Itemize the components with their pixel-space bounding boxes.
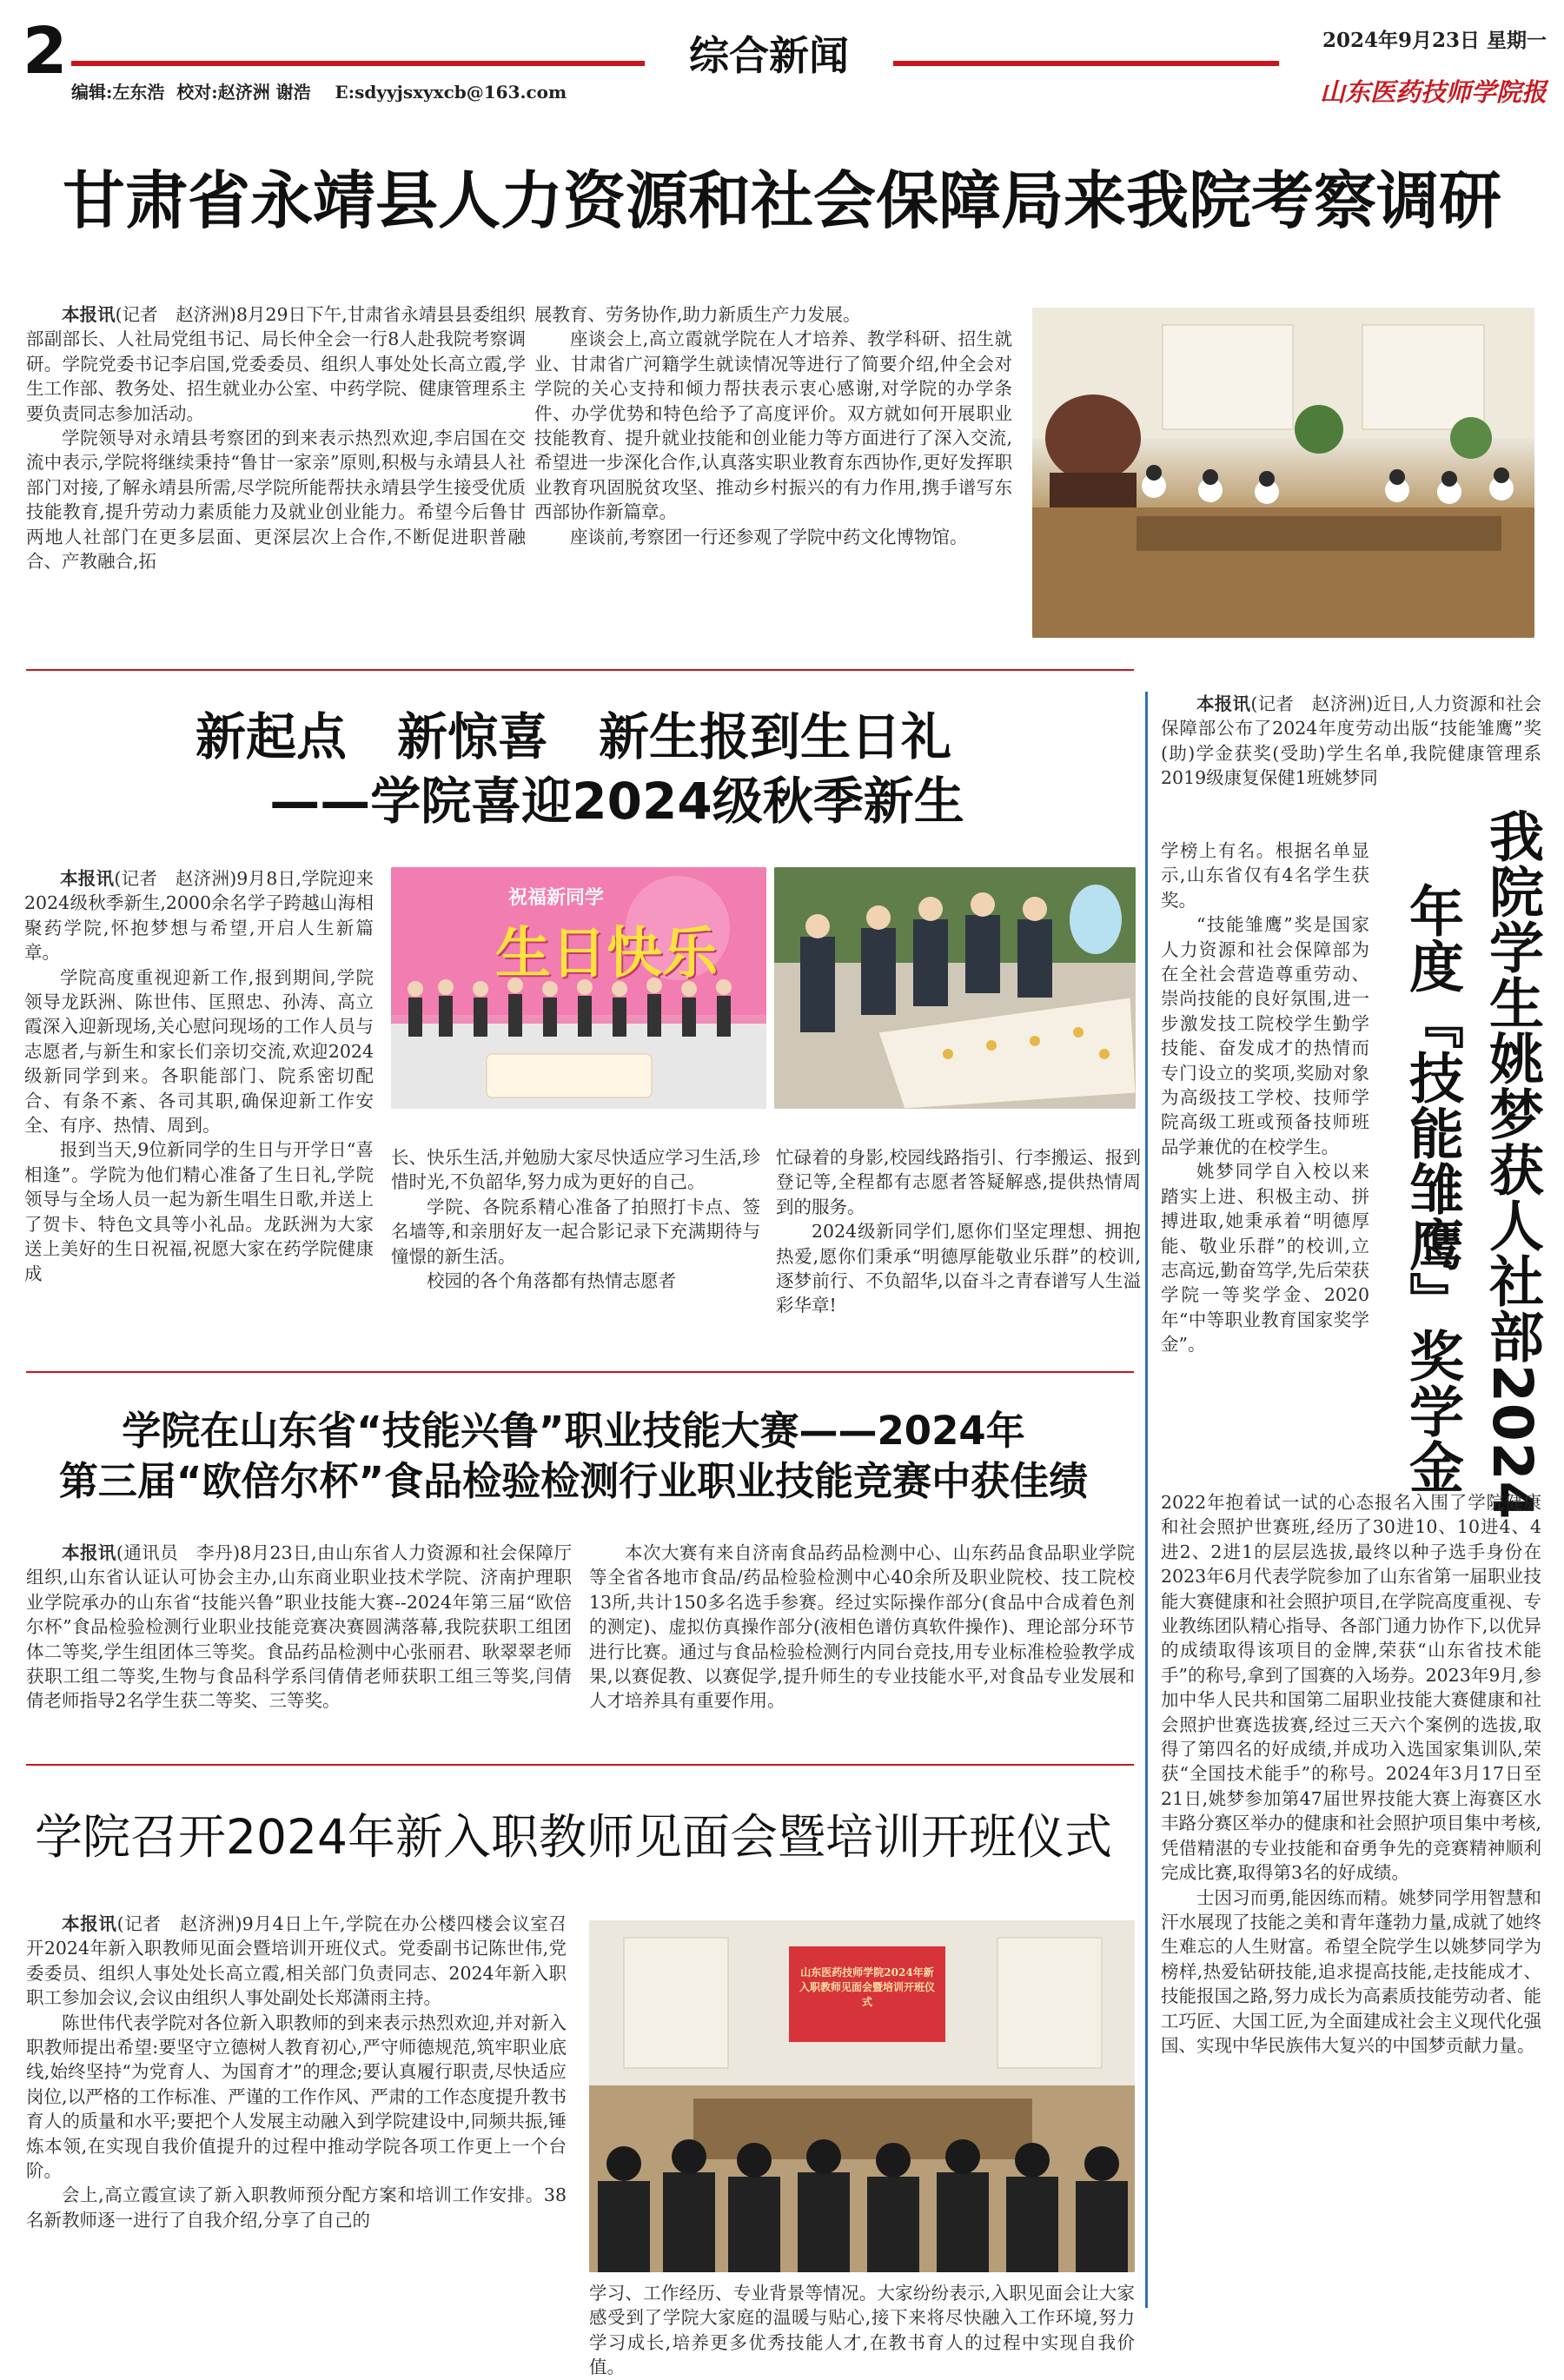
article2-p6: 校园的各个角落都有热情志愿者 xyxy=(427,1270,676,1292)
editor-line: 编辑:左东浩 校对:赵济洲 谢浩 E:sdyyjsxyxcb@163.com xyxy=(71,82,567,103)
article3-col2 xyxy=(589,1541,1135,1714)
article5-p5: 士因习而勇,能因练而精。姚梦同学用智慧和汗水展现了技能之美和青年蓬勃力量,成就了她终生难忘的人生财富。希望全院学生以姚梦同学为榜样,热爱钻研技能,追求提高技能,走技能成才、技能报国之路,努力成长为高素质技能劳动者、能工巧匠、大国工匠,为全面建成社会主义现代化强国、实现中华民族伟大复兴的中国梦贡献力量。 xyxy=(1161,1886,1541,2056)
article5-headline xyxy=(1376,808,1550,1521)
article2-headline: 新起点 新惊喜 新生报到生日礼 xyxy=(195,707,951,766)
article4-col2 xyxy=(589,2281,1135,2380)
article1-p3: 展教育、劳务协作,助力新质生产力发展。 xyxy=(534,304,861,325)
article2-col2 xyxy=(391,1145,760,1293)
issue-date: 2024年9月23日 星期一 xyxy=(1322,29,1547,52)
article2-col1 xyxy=(24,866,374,1286)
article5-side xyxy=(1161,839,1369,1357)
teachers-meeting-photo xyxy=(589,1920,1135,2272)
right-column-rule xyxy=(1145,692,1148,2308)
article4-p2: 陈世伟代表学院对各位新入职教师的到来表示热烈欢迎,并对新入职教师提出希望:要坚守立德树人教育初心,严守师德规范,筑牢职业底线,始终坚持“为党育人、为国育才”的理念;要认真履行职责,尽快适应岗位,以严格的工作标准、严谨的工作作风、严肃的工作态度提升教书育人的质量和水平;要把个人发展主动融入到学院建设中,同频共振,锤炼本领,在实现自我价值提升的过程中推动学院各项工作更上一个台阶。 xyxy=(26,2012,567,2182)
dateline-label: 本报讯 xyxy=(1196,693,1251,714)
article4-headline: 学院召开2024年新入职教师见面会暨培训开班仪式 xyxy=(35,1809,1112,1865)
birthday-stage-photo xyxy=(391,867,766,1109)
article5-top xyxy=(1161,692,1541,791)
meeting-screen-text: 山东医药技师学院2024年新入职教师见面会暨培训开班仪式 xyxy=(799,1966,935,2008)
section-title: 综合新闻 xyxy=(689,32,849,79)
article5-bottom xyxy=(1161,1490,1541,2058)
dateline-label: 本报讯 xyxy=(62,304,116,325)
article5-p3: 姚梦同学自入校以来踏实上进、积极主动、拼搏进取,她秉承着“明德厚能、敬业乐群”的校训,立志高远,勤奋笃学,先后荣获学院一等奖学金、2020年“中等职业教育国家奖学金”。 xyxy=(1161,1161,1369,1356)
page-number: 2 xyxy=(23,14,68,89)
article4-p3: 会上,高立霞宣读了新入职教师预分配方案和培训工作安排。38名新教师逐一进行了自我介绍,分享了自己的 xyxy=(26,2184,567,2231)
article2-p3: 报到当天,9位新同学的生日与开学日“喜相逢”。学院为他们精心准备了生日礼,学院领导与全场人员一起为新生唱生日歌,并送上了贺卡、特色文具等小礼品。龙跃洲为大家送上美好的生日祝福,祝愿大家在药学院健康成 xyxy=(24,1139,374,1284)
article2-p4: 长、快乐生活,并勉励大家尽快适应学习生活,珍惜时光,不负韶华,努力成为更好的自己。 xyxy=(391,1147,760,1193)
article5-lead: 本报讯(记者 赵济洲)近日,人力资源和社会保障部公布了2024年度劳动出版“技能雏鹰”奖(助)学金获奖(受助)学生名单,我院健康管理系2019级康复保健1班姚梦同 xyxy=(1161,693,1542,789)
article2-p1: 本报讯(记者 赵济洲)9月8日,学院迎来2024级秋季新生,2000余名学子跨越山海相聚药学院,怀抱梦想与希望,开启人生新篇章。 xyxy=(24,868,374,964)
divider-2 xyxy=(26,1371,1134,1373)
dateline-label: 本报讯 xyxy=(62,1542,116,1563)
masthead-rule-right xyxy=(893,61,1279,66)
article2-p8: 2024级新同学们,愿你们坚定理想、拥抱热爱,愿你们秉承“明德厚能敬业乐群”的校训,逐梦前行、不负韶华,以奋斗之青春谱写人生溢彩华章! xyxy=(776,1221,1141,1316)
cake-cutting-illustration xyxy=(774,867,1136,1109)
article2-p7: 忙碌着的身影,校园线路指引、行李搬运、报到登记等,全程都有志愿者答疑解惑,提供热情周到的服务。 xyxy=(776,1147,1141,1217)
article1-col1 xyxy=(26,302,526,573)
paper-name: 山东医药技师学院报 xyxy=(1319,77,1547,107)
article1-p5: 座谈前,考察团一行还参观了学院中药文化博物馆。 xyxy=(570,526,968,547)
dateline-label: 本报讯 xyxy=(60,868,115,889)
article1-p4: 座谈会上,高立霞就学院在人才培养、教学科研、招生就业、甘肃省广河籍学生就读情况等进行了简要介绍,仲全会对学院的关心支持和倾力帮扶表示衷心感谢,对学院的办学条件、办学优势和特色给予了高度评价。双方就如何开展职业技能教育、提升就业技能和创业能力等方面进行了深入交流,希望进一步深化合作,认真落实职业教育东西协作,更好发挥职业教育巩固脱贫攻坚、推动乡村振兴的有力作用,携手谱写东西部协作新篇章。 xyxy=(534,328,1012,523)
article3-headline: 学院在山东省“技能兴鲁”职业技能大赛——2024年 xyxy=(122,1408,1025,1454)
article4-col1 xyxy=(26,1912,567,2232)
article3-p2: 本次大赛有来自济南食品药品检测中心、山东药品食品职业学院等全省各地市食品/药品检验检测中心40余所及职业院校、技工院校13所,共计150多名选手参赛。经过实际操作部分(食品中合成着色剂的测定)、虚拟仿真操作部分(液相色谱仿真软件操作)、理论部分环节进行比赛。通过与食品检验检测行内同台竞技,用专业标准检验教学成果,以赛促教、以赛促学,提升师生的专业技能水平,对食品专业发展和人才培养具有重要作用。 xyxy=(589,1542,1135,1712)
article3-p1: 本报讯(通讯员 李丹)8月23日,由山东省人力资源和社会保障厅组织,山东省认证认可协会主办,山东商业职业技术学院、济南护理职业学院承办的山东省“技能兴鲁”职业技能大赛--2024年第三届“欧倍尔杯”食品检验检测行业职业技能竞赛决赛圆满落幕,我院获职工组团体二等奖,学生组团体三等奖。食品药品检测中心张丽君、耿翠翠老师获职工组二等奖,生物与食品科学系闫倩倩老师获职工组三等奖,闫倩倩老师指导2名学生获二等奖、三等奖。 xyxy=(26,1542,573,1712)
article4-p1: 本报讯(记者 赵济洲)9月4日上午,学院在办公楼四楼会议室召开2024年新入职教师见面会暨培训开班仪式。党委副书记陈世伟,党委委员、组织人事处处长高立霞,相关部门负责同志、2024年新入职职工参加会议,会议由组织人事处副处长郑潇雨主持。 xyxy=(26,1913,567,2009)
divider-1 xyxy=(26,669,1134,671)
article2-p2: 学院高度重视迎新工作,报到期间,学院领导龙跃洲、陈世伟、匡照忠、孙涛、高立霞深入迎新现场,关心慰问现场的工作人员与志愿者,与新生和家长们亲切交流,欢迎2024级新同学到来。各职能部门、院系密切配合、有条不紊、各司其职,确保迎新工作安全、有序、热情、周到。 xyxy=(24,966,374,1137)
article2-subheadline: ——学院喜迎2024级秋季新生 xyxy=(269,772,964,831)
article5-headline-col-right: 我院学生姚梦获人社部2024 xyxy=(1481,808,1544,1521)
article5-p1: 学榜上有名。根据名单显示,山东省仅有4名学生获奖。 xyxy=(1161,840,1369,911)
divider-3 xyxy=(26,1764,1134,1766)
article5-headline-col-left: 年度『技能雏鹰』奖学金 xyxy=(1401,883,1464,1495)
article5-p2: “技能雏鹰”奖是国家人力资源和社会保障部为在全社会营造尊重劳动、崇尚技能的良好氛围,进一步激发技工院校学生勤学技能、奋发成才的热情而专门设立的奖项,奖励对象为高级技工学校、技师学院高级工班或预备技师班品学兼优的在校学生。 xyxy=(1161,914,1369,1157)
cake-cutting-photo xyxy=(774,867,1136,1109)
article1-col2 xyxy=(534,302,1012,549)
article4-p4: 学习、工作经历、专业背景等情况。大家纷纷表示,入职见面会让大家感受到了学院大家庭的温暖与贴心,接下来将尽快融入工作环境,努力学习成长,培养更多优秀技能人才,在教书育人的过程中实现自我价值。 xyxy=(589,2283,1135,2378)
article3-subheadline: 第三届“欧倍尔杯”食品检验检测行业职业技能竞赛中获佳绩 xyxy=(58,1458,1089,1504)
photo-birthday-text: 生日快乐 xyxy=(495,922,718,986)
meeting-room-illustration xyxy=(1032,308,1534,638)
dateline-label: 本报讯 xyxy=(62,1913,117,1934)
article1-p2: 学院领导对永靖县考察团的到来表示热烈欢迎,李启国在交流中表示,学院将继续秉持“鲁甘一家亲”原则,积极与永靖县人社部门对接,了解永靖县所需,尽学院所能帮扶永靖县学生接受优质技能教育,提升劳动力素质能力及就业创业能力。希望今后鲁甘两地人社部门在更多层面、更深层次上合作,不断促进职普融合、产教融合,拓 xyxy=(26,428,526,573)
article3-col1 xyxy=(26,1541,572,1714)
article1-headline: 甘肃省永靖县人力资源和社会保障局来我院考察调研 xyxy=(62,164,1501,237)
article2-col3 xyxy=(776,1145,1141,1318)
article2-p5: 学院、各院系精心准备了拍照打卡点、签名墙等,和亲朋好友一起合影记录下充满期待与憧憬的新生活。 xyxy=(391,1196,760,1267)
article5-p4: 2022年抱着试一试的心态报名入围了学院健康和社会照护世赛班,经历了30进10、10进4、4进2、2进1的层层选拔,最终以种子选手身份在2023年6月代表学院参加了山东省第一届职业技能大赛健康和社会照护项目,在学院高度重视、专业教练团队精心指导、各部门通力协作下,以优异的成绩取得该项目的金牌,荣获“山东省技术能手”的称号,拿到了国赛的入场券。2023年9月,参加中华人民共和国第二届职业技能大赛健康和社会照护世赛选拔赛,经过三天六个案例的选拔,取得了第四名的好成绩,并成功入选国家集训队,荣获“全国技术能手”的称号。2024年3月17日至21日,姚梦参加第47届世界技能大赛上海赛区水丰路分赛区举办的健康和社会照护项目集中考核,凭借精湛的专业技能和奋勇争先的竞赛精神顺利完成比赛,取得第3名的好成绩。 xyxy=(1161,1492,1541,1884)
photo-banner-text: 祝福新同学 xyxy=(508,886,605,909)
article1-p1: 本报讯(记者 赵济洲)8月29日下午,甘肃省永靖县县委组织部副部长、人社局党组书记、局长仲全会一行8人赴我院考察调研。学院党委书记李启国,党委委员、组织人事处处长高立霞,学生工作部、教务处、招生就业办公室、中药学院、健康管理系主要负责同志参加活动。 xyxy=(26,304,527,424)
meeting-room-photo xyxy=(1032,308,1534,638)
masthead-rule-left xyxy=(71,61,645,66)
